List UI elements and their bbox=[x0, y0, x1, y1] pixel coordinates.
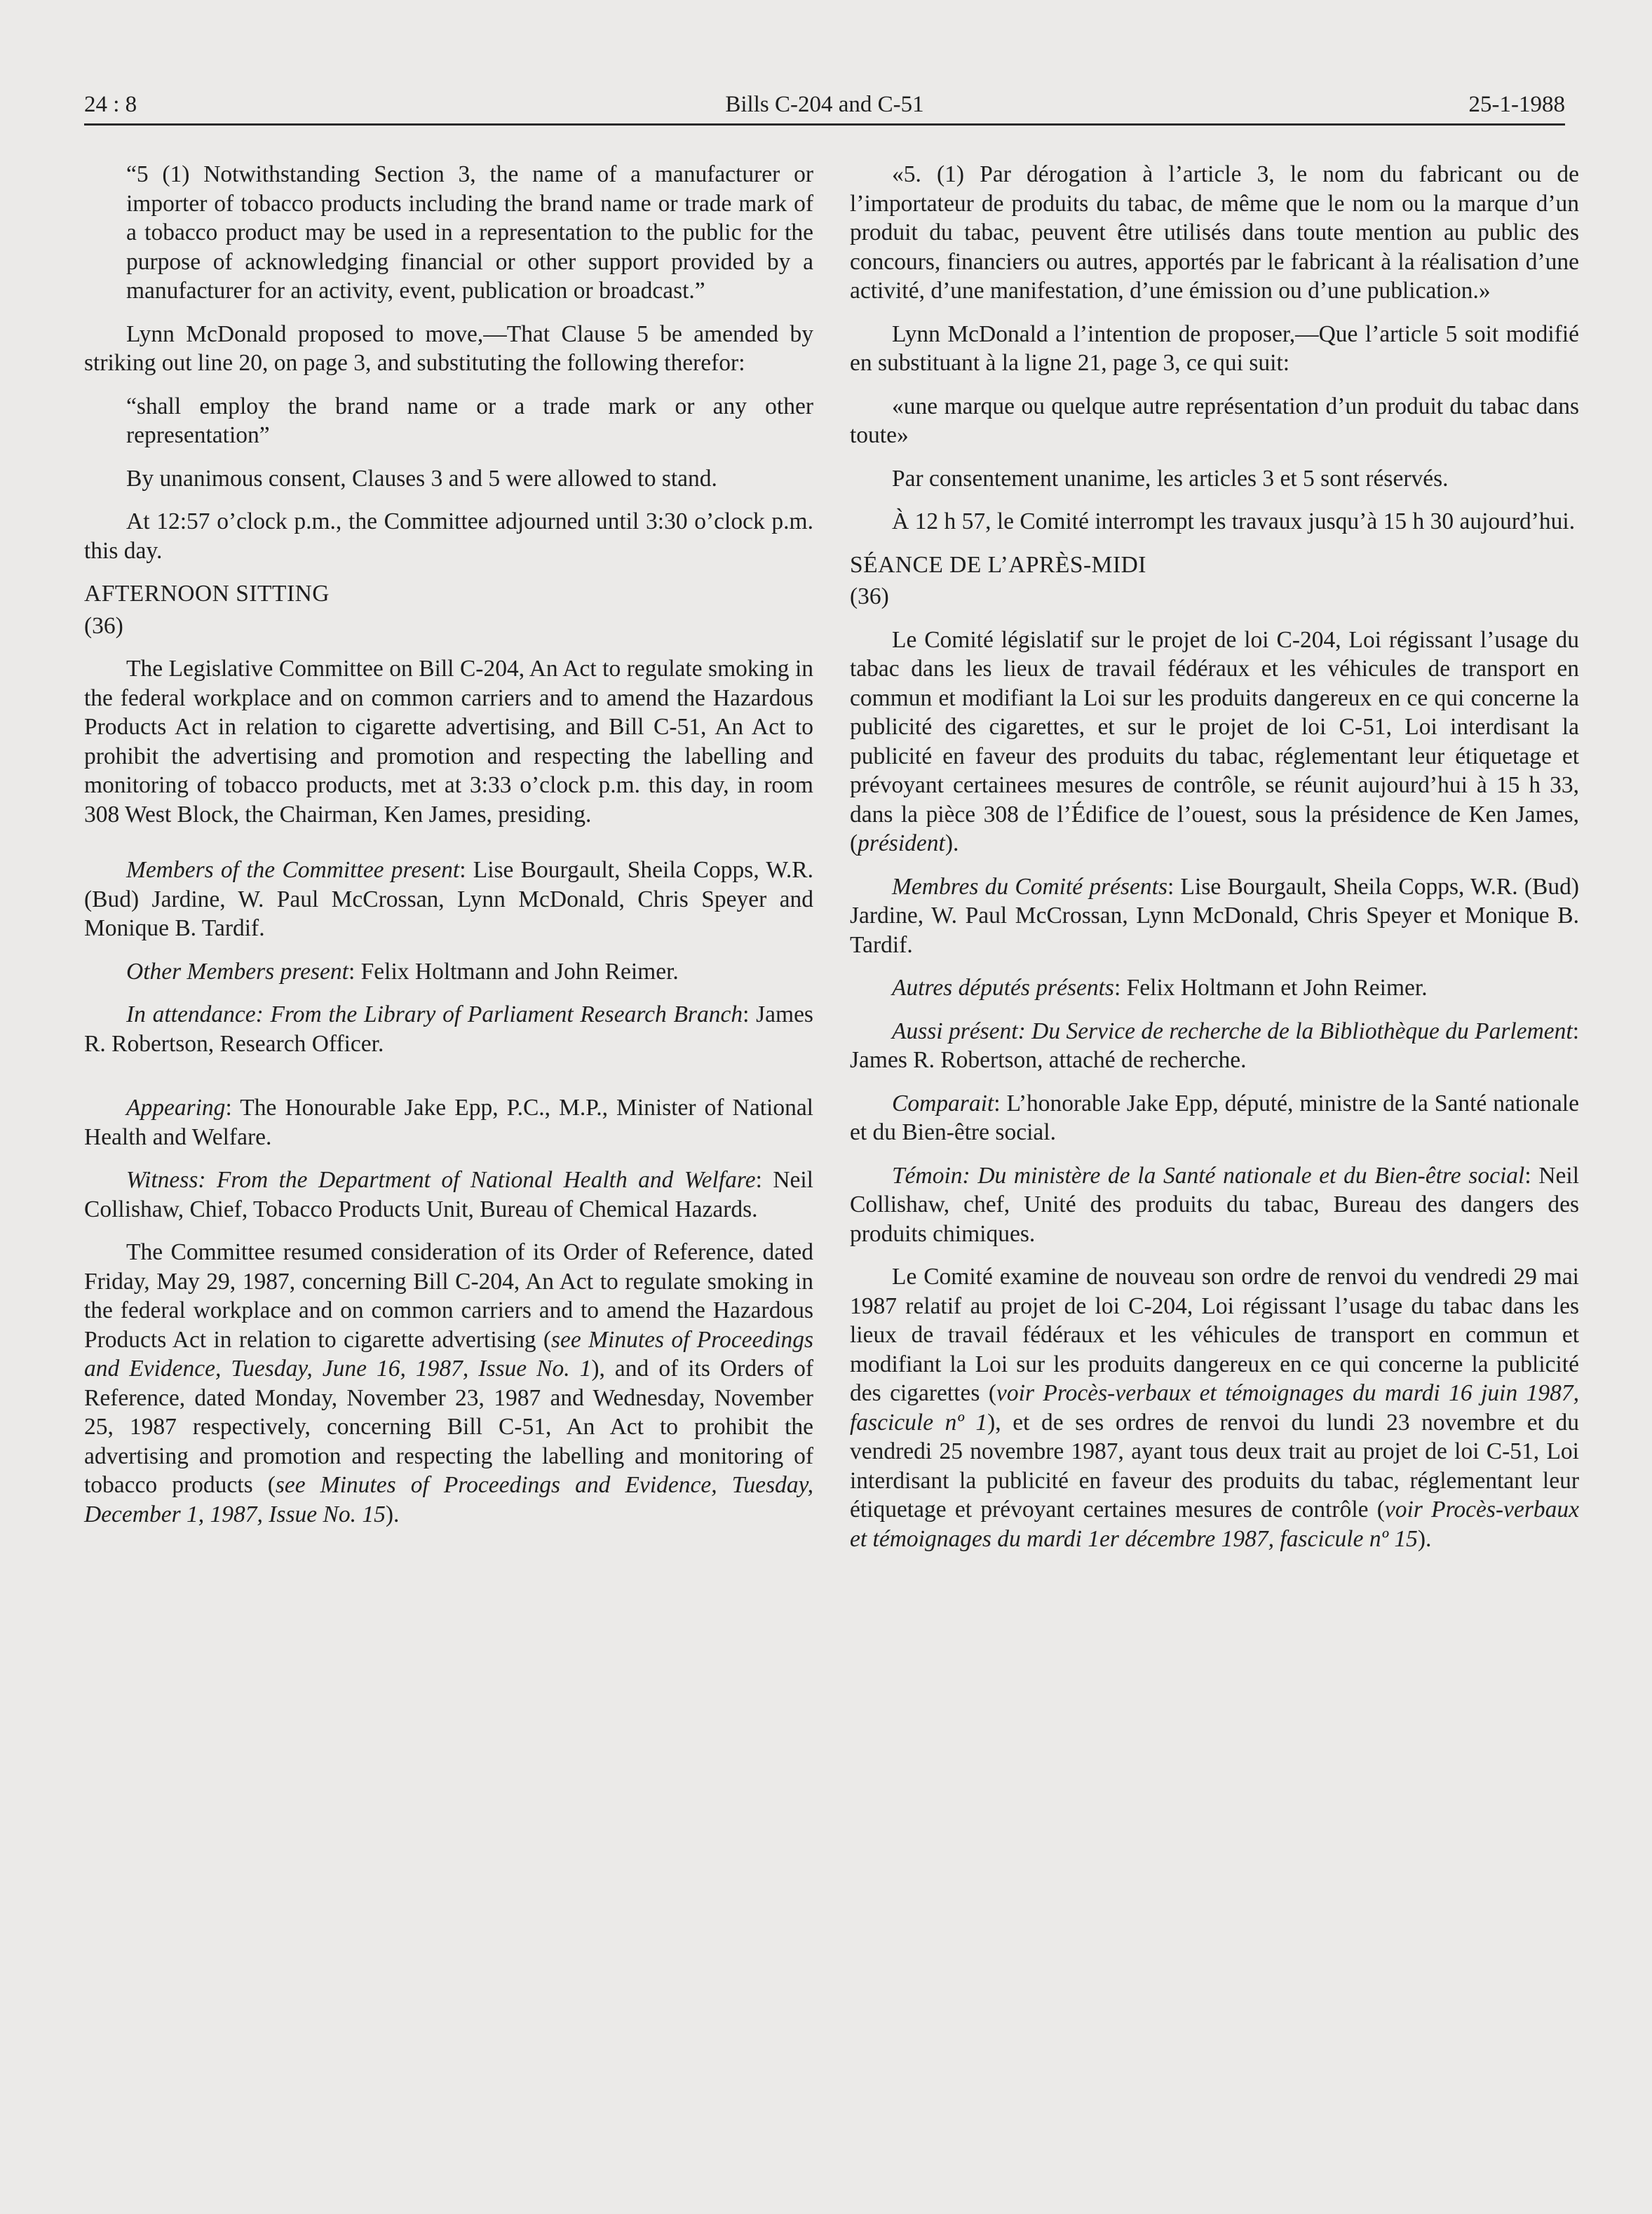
attendance-label-fr: Aussi présent bbox=[892, 1018, 1018, 1044]
appearing bbox=[84, 1093, 813, 1152]
resumed-text-1: The Committee resumed consideration of its Order of Reference, dated Friday, May 29, 1987, concerning Bill C-204, An Act to regulate smoking in the federal workplace and on common carriers and to amend the Hazardous Products Act in relation to cigarette advertising ( bbox=[84, 1239, 813, 1353]
french-column bbox=[850, 160, 1579, 1567]
members-text: : Lise Bourgault, Sheila Copps, W.R. (Bud) Jardine, W. Paul McCrossan, Lynn McDonald, Chris Speyer and Monique B. Tardif. bbox=[84, 857, 813, 941]
members-present-fr bbox=[850, 872, 1579, 960]
sitting-heading-fr: SÉANCE DE L’APRÈS-MIDI bbox=[850, 551, 1146, 578]
other-members-fr bbox=[850, 973, 1579, 1003]
sitting-number-fr: (36) bbox=[850, 583, 889, 609]
resumed-consideration bbox=[84, 1238, 813, 1529]
motion-paragraph-fr: Lynn McDonald a l’intention de proposer,—Que l’article 5 soit modifié en substituant à la ligne 21, page 3, ce qui suit: bbox=[850, 320, 1579, 376]
witness-label: Witness bbox=[126, 1167, 198, 1193]
quoted-clause: “5 (1) Notwithstanding Section 3, the name of a manufacturer or importer of tobacco products including the brand name or trade mark of a tobacco product may be used in a representation to the public for the purpose of acknowledging financial or other support provided by a manufacturer for an activity, event, publication or broadcast.” bbox=[126, 161, 813, 304]
meeting-text-fr: Le Comité législatif sur le projet de loi C-204, Loi régissant l’usage du tabac dans les lieux de travail fédéraux et les véhicules de transport en commun et modifiant la Loi sur les produits dangereux en ce qui concerne la publicité des cigarettes, et sur le projet de loi C-51, Loi interdisant la publicité en faveur des produits du tabac, réglementant leur étiquetage et prévoyant certainees mesures de contrôle, se réunit aujourd’hui à 15 h 33, dans la pièce 308 de l’Édifice de l’ouest, sous la présidence de Ken James, ( bbox=[850, 626, 1579, 856]
other-text-fr: : Felix Holtmann et John Reimer. bbox=[1113, 975, 1428, 1001]
sitting-number: (36) bbox=[84, 612, 123, 639]
appearing-text-fr: : L’honorable Jake Epp, député, ministre de la Santé nationale et du Bien-être social. bbox=[850, 1090, 1579, 1145]
appearing-fr bbox=[850, 1089, 1579, 1147]
witness-fr bbox=[850, 1161, 1579, 1249]
in-attendance-fr bbox=[850, 1017, 1579, 1075]
other-label-fr: Autres députés présents bbox=[892, 975, 1114, 1001]
attendance-label: In attendance bbox=[126, 1001, 256, 1027]
members-label: Members of the Committee present bbox=[126, 857, 460, 883]
resumed-ref-2-fr: voir Procès-verbaux et témoignages du mardi 1er décembre 1987, fascicule nº 15 bbox=[850, 1497, 1579, 1552]
page-number: 24 : 8 bbox=[84, 92, 137, 117]
meeting-close-fr: ). bbox=[945, 830, 959, 856]
adjournment-paragraph-fr: À 12 h 57, le Comité interrompt les travaux jusqu’à 15 h 30 aujourd’hui. bbox=[892, 508, 1576, 534]
witness bbox=[84, 1166, 813, 1224]
other-members bbox=[84, 957, 813, 987]
page-header bbox=[84, 91, 1565, 126]
witness-from: : From the Department of National Health and Welfare bbox=[198, 1167, 756, 1193]
consent-paragraph: By unanimous consent, Clauses 3 and 5 were allowed to stand. bbox=[126, 465, 717, 492]
running-title: Bills C-204 and C-51 bbox=[725, 92, 924, 117]
witness-from-fr: : Du ministère de la Santé nationale et du Bien-être social bbox=[962, 1162, 1525, 1189]
resumed-text-3: ). bbox=[385, 1501, 400, 1527]
resumed-text-1-fr: Le Comité examine de nouveau son ordre de renvoi du vendredi 29 mai 1987 relatif au projet de loi C-204, Loi régissant l’usage du tabac dans les lieux de travail fédéraux et les véhicules de transport en commun et modifiant la Loi sur les produits dangereux en ce qui concerne la publicité des cigarettes ( bbox=[850, 1264, 1579, 1406]
resumed-ref-2: see Minutes of Proceedings and Evidence, Tuesday, December 1, 1987, Issue No. 15 bbox=[84, 1472, 813, 1527]
attendance-from: : From the Library of Parliament Research Branch bbox=[255, 1001, 743, 1027]
attendance-text-fr: : James R. Robertson, attaché de recherche. bbox=[850, 1018, 1580, 1073]
witness-text-fr: : Neil Collishaw, chef, Unité des produits du tabac, Bureau des dangers des produits chimiques. bbox=[850, 1162, 1580, 1247]
amendment-text: “shall employ the brand name or a trade mark or any other representation” bbox=[126, 393, 813, 448]
meeting-paragraph: The Legislative Committee on Bill C-204, An Act to regulate smoking in the federal workplace and on common carriers and to amend the Hazardous Products Act in relation to cigarette advertising, and Bill C-51, An Act to prohibit the advertising and promotion and respecting the labelling and monitoring of tobacco products, met at 3:33 o’clock p.m. this day, in room 308 West Block, the Chairman, Ken James, presiding. bbox=[84, 656, 813, 828]
other-text: : Felix Holtmann and John Reimer. bbox=[348, 958, 679, 985]
witness-text: : Neil Collishaw, Chief, Tobacco Products Unit, Bureau of Chemical Hazards. bbox=[84, 1167, 813, 1222]
meeting-paragraph-fr bbox=[850, 626, 1579, 858]
members-text-fr: : Lise Bourgault, Sheila Copps, W.R. (Bud) Jardine, W. Paul McCrossan, Lynn McDonald, Chris Speyer et Monique B. Tardif. bbox=[850, 873, 1580, 958]
resumed-text-2-fr: ), et de ses ordres de renvoi du lundi 23 novembre et du vendredi 25 novembre 1987, ayant tous deux trait au projet de loi C-51, Loi interdisant la publicité en faveur des produits du tabac, réglementant leur étiquetage et prévoyant certaines mesures de contrôle ( bbox=[850, 1409, 1580, 1523]
consent-paragraph-fr: Par consentement unanime, les articles 3 et 5 sont réservés. bbox=[892, 465, 1449, 492]
quoted-clause-fr: «5. (1) Par dérogation à l’article 3, le nom du fabricant ou de l’importateur de produits du tabac, de même que le nom ou la marque d’un produit du tabac, peuvent être utilisés dans toute mention au public des concours, financiers ou autres, apportés par le fabricant à la réalisation d’une activité, d’une manifestation, d’une émission ou d’une publication.» bbox=[850, 161, 1579, 304]
resumed-text-2: ), and of its Orders of Reference, dated Monday, November 23, 1987 and Wednesday, November 25, 1987 respectively, concerning Bill C-51, An Act to prohibit the advertising and promotion and respecting the labelling and monitoring of tobacco products ( bbox=[84, 1356, 813, 1498]
motion-paragraph: Lynn McDonald proposed to move,—That Clause 5 be amended by striking out line 20, on page 3, and substituting the following therefor: bbox=[84, 320, 813, 376]
resumed-text-3-fr: ). bbox=[1417, 1525, 1432, 1552]
appearing-label-fr: Comparait bbox=[892, 1090, 994, 1116]
page-date: 25-1-1988 bbox=[1468, 92, 1565, 117]
sitting-heading: AFTERNOON SITTING bbox=[84, 581, 330, 607]
attendance-text: : James R. Robertson, Research Officer. bbox=[84, 1001, 813, 1057]
appearing-label: Appearing bbox=[126, 1095, 226, 1121]
resumed-ref-1-fr: voir Procès-verbaux et témoignages du mardi 16 juin 1987, fascicule nº 1 bbox=[850, 1380, 1580, 1436]
resumed-ref-1: see Minutes of Proceedings and Evidence, Tuesday, June 16, 1987, Issue No. 1 bbox=[84, 1326, 814, 1382]
amendment-text-fr: «une marque ou quelque autre représentation d’un produit du tabac dans toute» bbox=[850, 393, 1579, 448]
in-attendance bbox=[84, 1000, 813, 1058]
president-fr: président bbox=[858, 830, 945, 856]
adjournment-paragraph: At 12:57 o’clock p.m., the Committee adjourned until 3:30 o’clock p.m. this day. bbox=[84, 508, 813, 564]
witness-label-fr: Témoin bbox=[892, 1162, 963, 1189]
attendance-from-fr: : Du Service de recherche de la Bibliothèque du Parlement bbox=[1017, 1018, 1573, 1044]
english-column bbox=[84, 160, 813, 1543]
other-label: Other Members present bbox=[126, 958, 348, 985]
members-label-fr: Membres du Comité présents bbox=[892, 873, 1168, 900]
resumed-consideration-fr bbox=[850, 1262, 1579, 1553]
appearing-text: : The Honourable Jake Epp, P.C., M.P., Minister of National Health and Welfare. bbox=[84, 1095, 813, 1150]
members-present bbox=[84, 856, 813, 943]
